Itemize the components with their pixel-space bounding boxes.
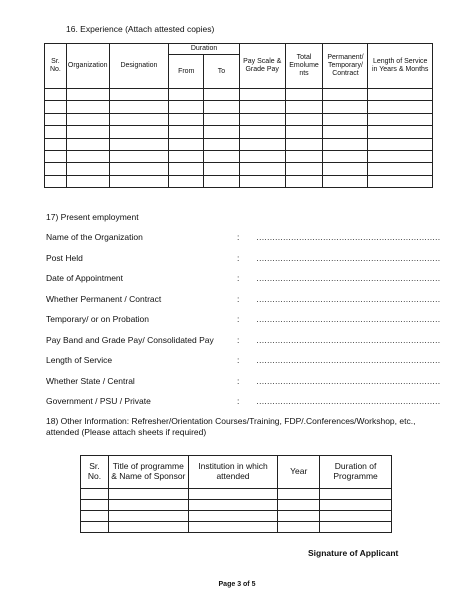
field-label: Pay Band and Grade Pay/ Consolidated Pay [46, 335, 214, 345]
training-table [80, 455, 392, 533]
field-input[interactable]: …………………………………………………………… [256, 335, 440, 345]
field-label: Government / PSU / Private [46, 396, 151, 406]
header-total-emoluments: Total Emolume nts [285, 44, 323, 89]
field-colon: : [237, 355, 240, 365]
field-colon: : [237, 335, 240, 345]
page-number: Page 3 of 5 [218, 581, 256, 588]
field-label: Post Held [46, 253, 83, 263]
field-colon: : [237, 314, 240, 324]
table-row[interactable] [45, 126, 433, 138]
header-designation: Designation [109, 44, 169, 89]
field-colon: : [237, 273, 240, 283]
experience-table [44, 43, 433, 188]
field-input[interactable]: …………………………………………………………… [256, 273, 440, 283]
header-year: Year [278, 456, 320, 489]
field-label: Length of Service [46, 355, 113, 365]
header-duration: Duration [169, 44, 240, 55]
field-label: Temporary/ or on Probation [46, 314, 149, 324]
table-row[interactable] [81, 511, 392, 522]
table-row[interactable] [45, 151, 433, 163]
field-colon: : [237, 376, 240, 386]
table-row[interactable] [81, 522, 392, 533]
present-employment-heading: 17) Present employment [46, 212, 139, 222]
field-input[interactable]: …………………………………………………………… [256, 314, 440, 324]
table-row[interactable] [45, 138, 433, 150]
header-to: To [204, 55, 240, 89]
table-row[interactable] [45, 163, 433, 175]
table-row[interactable] [45, 101, 433, 113]
field-input[interactable]: …………………………………………………………… [256, 355, 440, 365]
header-sr-no: Sr. No. [45, 44, 67, 89]
other-information-text: 18) Other Information: Refresher/Orientation Courses/Training, FDP/.Conferences/Workshop, etc., attended (Please attach sheets if required) [46, 416, 416, 438]
field-input[interactable]: …………………………………………………………… [256, 232, 440, 242]
header-organization: Organization [66, 44, 109, 89]
field-input[interactable]: …………………………………………………………… [256, 253, 440, 263]
table-row[interactable] [81, 500, 392, 511]
header-pay-scale: Pay Scale & Grade Pay [239, 44, 285, 89]
header-institution: Institution in which attended [188, 456, 278, 489]
table-row[interactable] [45, 89, 433, 101]
header-permanent: Permanent/ Temporary/ Contract [323, 44, 368, 89]
header-title-programme: Title of programme & Name of Sponsor [108, 456, 188, 489]
field-label: Whether Permanent / Contract [46, 294, 162, 304]
header-from: From [169, 55, 204, 89]
field-label: Whether State / Central [46, 376, 135, 386]
field-input[interactable]: …………………………………………………………… [256, 376, 440, 386]
field-input[interactable]: …………………………………………………………… [256, 294, 440, 304]
field-input[interactable]: …………………………………………………………… [256, 396, 440, 406]
field-colon: : [237, 253, 240, 263]
header-length-service: Length of Service in Years & Months [368, 44, 433, 89]
field-label: Date of Appointment [46, 273, 124, 283]
field-label: Name of the Organization [46, 232, 143, 242]
experience-heading: 16. Experience (Attach attested copies) [66, 24, 215, 34]
signature-label: Signature of Applicant [308, 548, 399, 558]
table-row[interactable] [81, 489, 392, 500]
table-row[interactable] [45, 175, 433, 187]
field-colon: : [237, 396, 240, 406]
field-colon: : [237, 294, 240, 304]
field-colon: : [237, 232, 240, 242]
table-row[interactable] [45, 113, 433, 125]
header-duration-programme: Duration of Programme [320, 456, 392, 489]
header-sr-no: Sr. No. [81, 456, 109, 489]
